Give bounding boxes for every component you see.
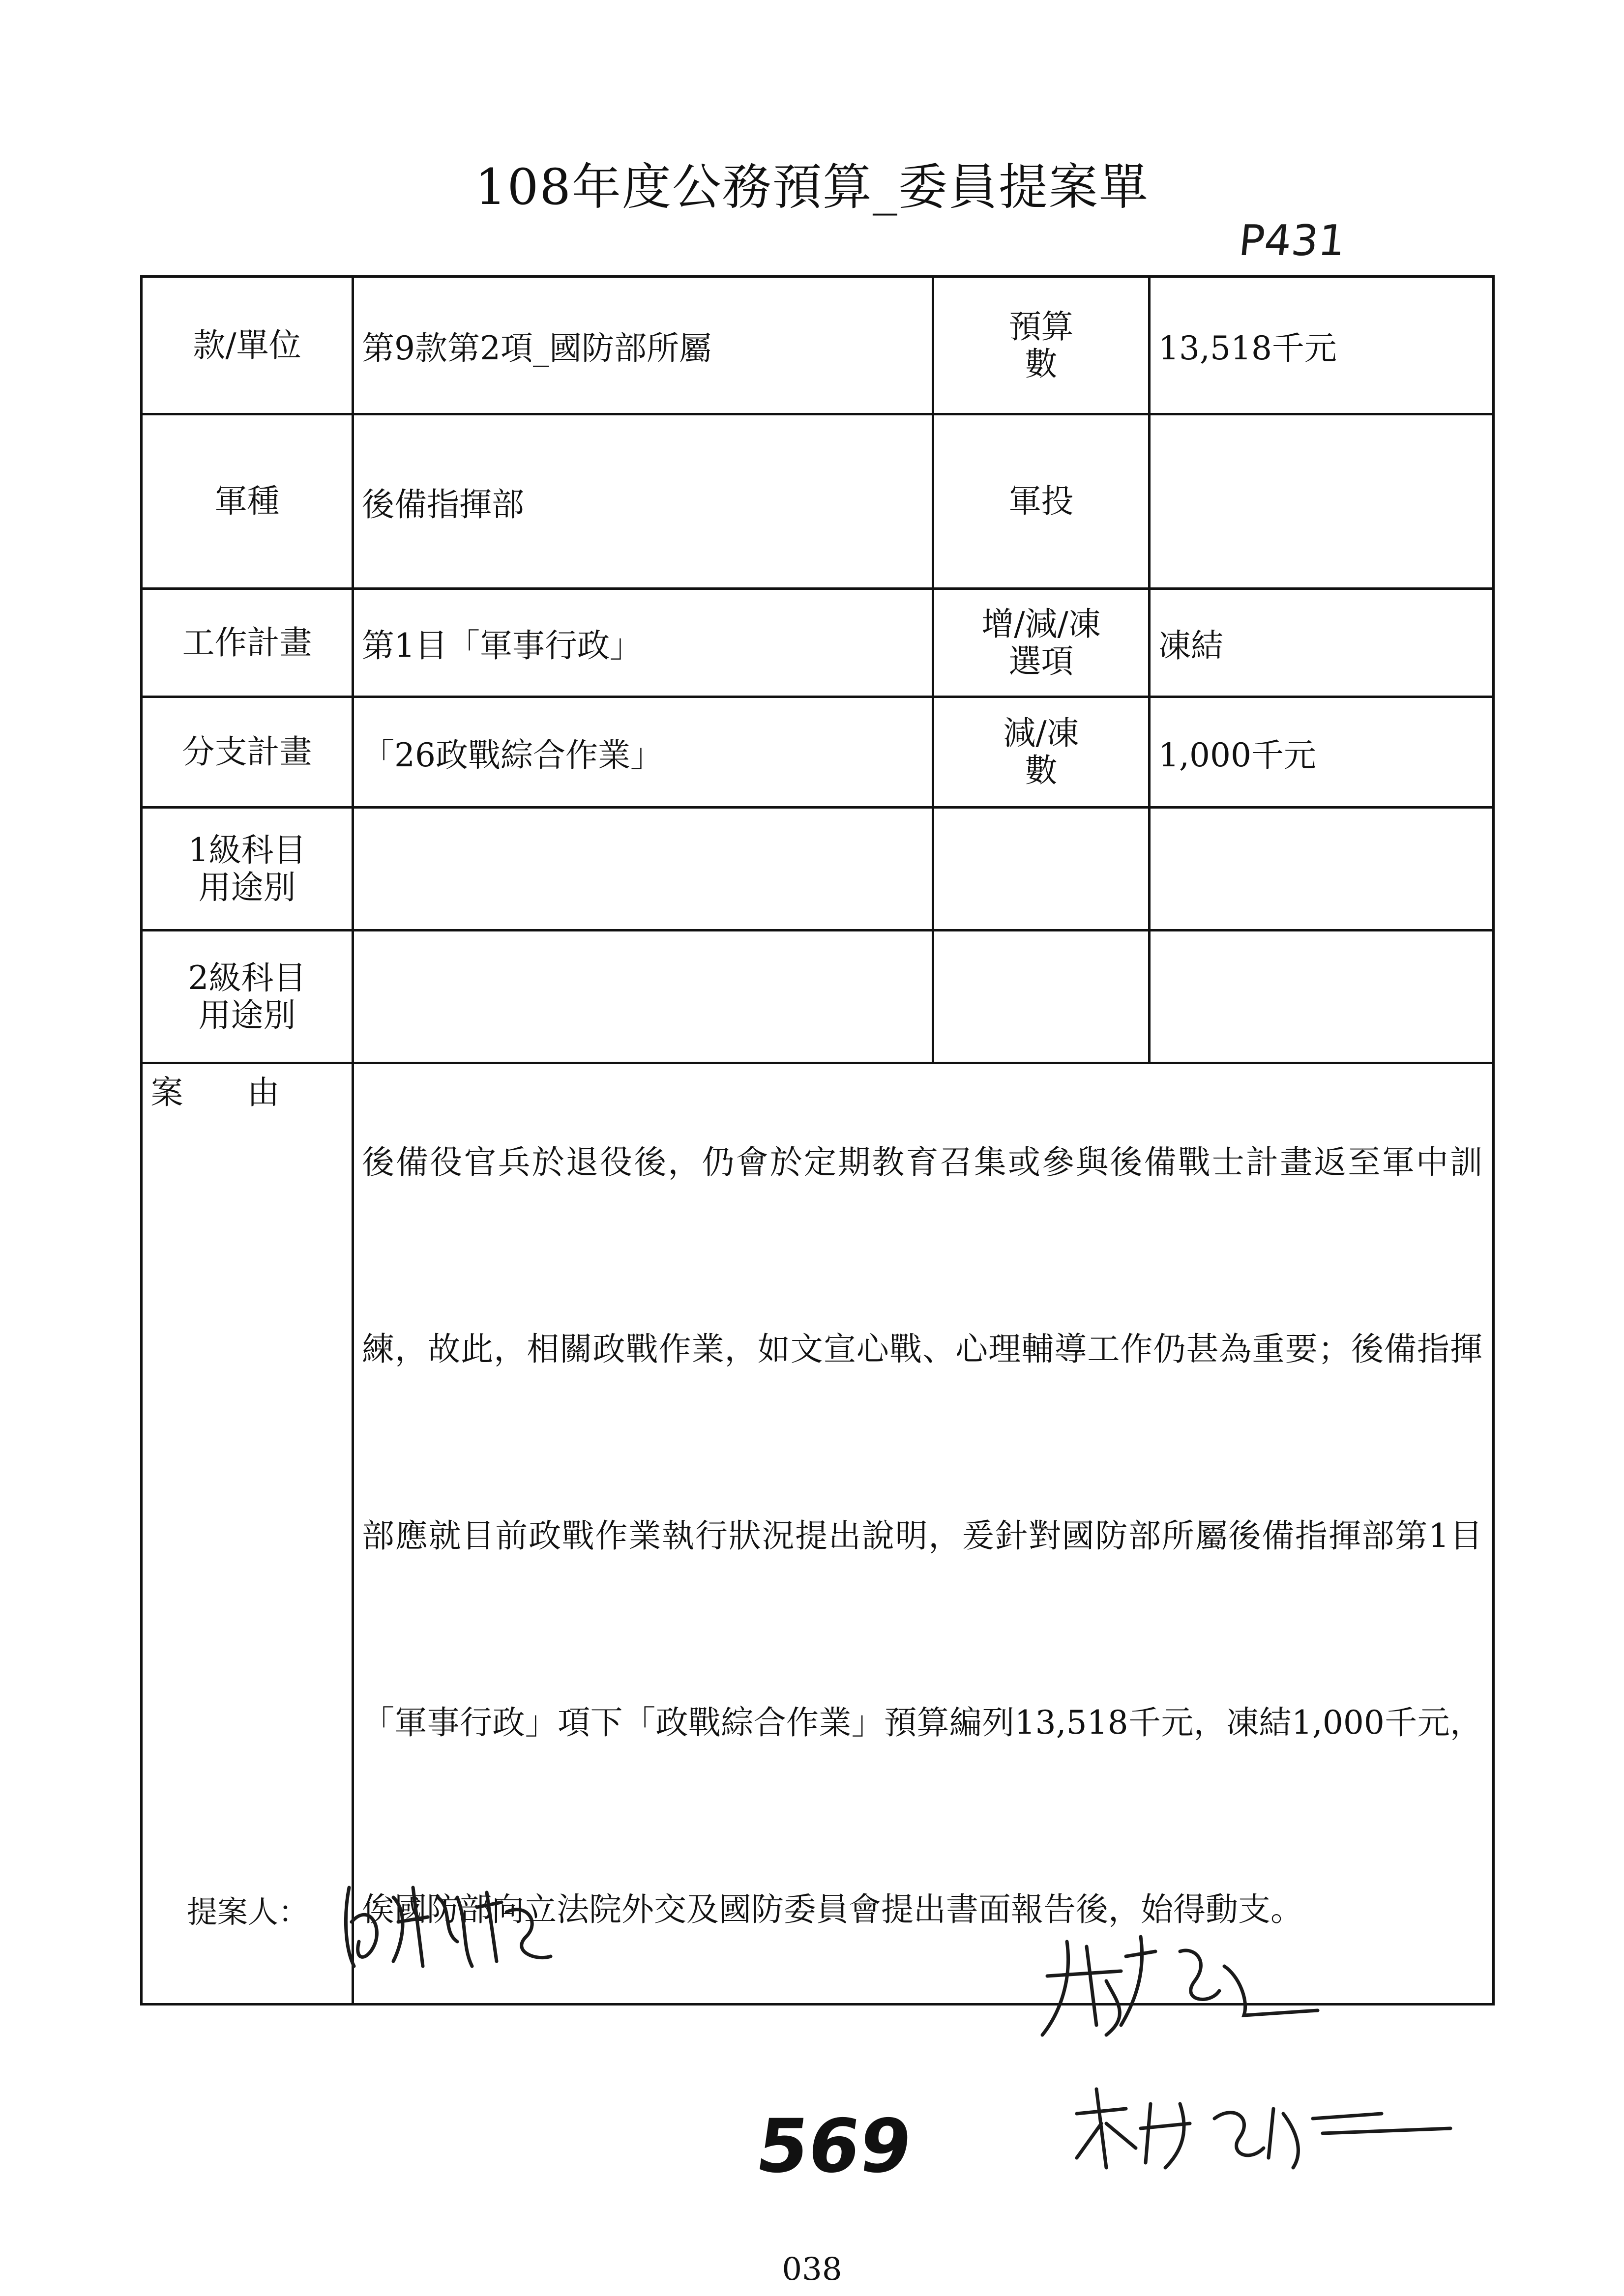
document-title: 108年度公務預算_委員提案單 (475, 158, 1149, 216)
value-action-option: 凍結 (1150, 589, 1494, 697)
value-level2-extra (933, 930, 1150, 1063)
label-action-option: 增/減/凍 選項 (933, 589, 1150, 697)
value-level1-extra2 (1150, 808, 1494, 930)
value-work-plan: 第1目「軍事行政」 (353, 589, 933, 697)
label-work-plan: 工作計畫 (142, 589, 353, 697)
label-sub-plan: 分支計畫 (142, 697, 353, 808)
label-reduction-amount: 減/凍 數 (933, 697, 1150, 808)
proposer-label: 提案人： (187, 1894, 309, 1930)
label-service-branch: 軍種 (142, 414, 353, 589)
value-sub-plan: 「26政戰綜合作業」 (353, 697, 933, 808)
value-level1-extra (933, 808, 1150, 930)
form-row-unit (142, 277, 1494, 414)
page-number: 038 (782, 2251, 842, 2288)
label-level1-category: 1級科目 用途別 (142, 808, 353, 930)
value-service-branch: 後備指揮部 (353, 414, 933, 589)
cosigner-signature-1 (1033, 1917, 1328, 2045)
form-row-service (142, 414, 1494, 589)
value-military-investment (1150, 414, 1494, 589)
form-row-reason (142, 1063, 1494, 2005)
cosigner-signature-2 (1067, 2074, 1460, 2173)
proposal-form-table (140, 275, 1495, 2005)
label-military-investment: 軍投 (933, 414, 1150, 589)
handwritten-page-number: 569 (751, 2104, 917, 2189)
label-level2-category: 2級科目 用途別 (142, 930, 353, 1063)
label-unit: 款/單位 (142, 277, 353, 414)
form-row-level1 (142, 808, 1494, 930)
label-budget-amount: 預算 數 (933, 277, 1150, 414)
handwritten-note: P431 (1236, 216, 1348, 265)
label-reason: 案由 (142, 1063, 353, 2005)
proposer-signature (339, 1868, 565, 1976)
value-budget-amount: 13,518千元 (1150, 277, 1494, 414)
value-level1-category (353, 808, 933, 930)
value-unit: 第9款第2項_國防部所屬 (353, 277, 933, 414)
value-level2-category (353, 930, 933, 1063)
value-reduction-amount: 1,000千元 (1150, 697, 1494, 808)
value-level2-extra2 (1150, 930, 1494, 1063)
form-row-level2 (142, 930, 1494, 1063)
value-reason: 後備役官兵於退役後，仍會於定期教育召集或參與後備戰士計畫返至軍中訓練，故此，相關政戰作業，如文宣心戰、心理輔導工作仍甚為重要；後備指揮部應就目前政戰作業執行狀況提出說明，爰針對國防部所屬後備指揮部第1目「軍事行政」項下「政戰綜合作業」預算編列13,518千元，凍結1,000千元，俟國防部向立法院外交及國防委員會提出書面報告後，始得動支。 (353, 1063, 1494, 2005)
form-row-work-plan (142, 589, 1494, 697)
form-row-sub-plan (142, 697, 1494, 808)
